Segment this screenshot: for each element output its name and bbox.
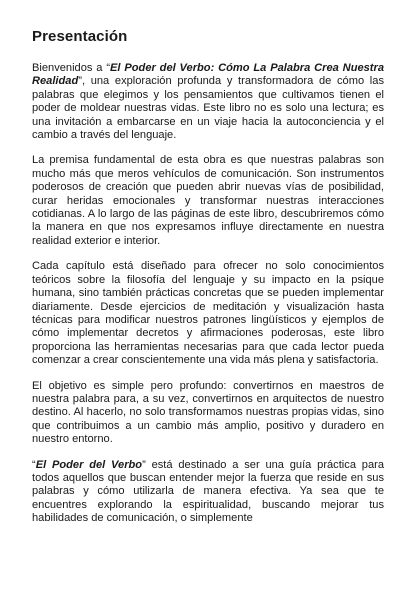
paragraph-chapters: Cada capítulo está diseñado para ofrecer no solo conocimientos teóricos sobre la filosofía del lenguaje y su impacto en la psique humana, sino también prácticas concretas que se pueden implementar diariamente. Desde ejercicios de meditación y visualización hasta técnicas para modificar nuestros patrones lingüísticos y ejemplos de cómo implementar decretos y afirmaciones poderosas, este libro proporciona las herramientas necesarias para que cada lector pueda comenzar a crear conscientemente una vida más plena y satisfactoria.: [32, 260, 384, 367]
guide-text-after: ” está destinado a ser una guía práctica para todos aquellos que buscan entender mejor la fuerza que reside en sus palabras y cómo utilizarla de manera efectiva. Ya sea que te encuentres explorando la espiritualidad, buscando mejorar tus habilidades de comunicación, o simplemente: [32, 458, 384, 525]
book-title-emphasis: El Poder del Verbo: Cómo La Palabra Crea Nuestra Realidad: [32, 62, 384, 88]
section-title: Presentación: [32, 28, 128, 45]
paragraph-premise: La premisa fundamental de esta obra es que nuestras palabras son mucho más que meros vehículos de comunicación. Son instrumentos poderosos de creación que pueden abrir nuevas vías de posibilidad, curar heridas emocionales y transformar nuestras interacciones cotidianas. A lo largo de las páginas de este libro, descubriremos cómo la manera en que nos expresamos influye directamente en nuestra realidad exterior e interior.: [32, 154, 384, 247]
intro-text-before: Bienvenidos a “: [32, 62, 111, 74]
intro-text-after: ”, una exploración profunda y transformadora de cómo las palabras que elegimos y los pensamientos que cultivamos tienen el poder de moldear nuestras vidas. Este libro no es solo una lectura; es una invitación a embarcarse en un viaje hacia la autoconciencia y el cambio a través del lenguaje.: [32, 75, 384, 142]
paragraph-guide: [32, 459, 384, 526]
guide-text-before: “: [32, 458, 36, 471]
paragraph-intro: [32, 62, 384, 142]
paragraph-objective: El objetivo es simple pero profundo: convertirnos en maestros de nuestra palabra para, a su vez, convertirnos en arquitectos de nuestro destino. Al hacerlo, no solo transformamos nuestras propias vidas, sino que contribuimos a un cambio más amplio, positivo y duradero en nuestro entorno.: [32, 379, 384, 446]
page-content: [32, 27, 384, 538]
book-short-title-emphasis: El Poder del Verbo: [35, 458, 143, 471]
